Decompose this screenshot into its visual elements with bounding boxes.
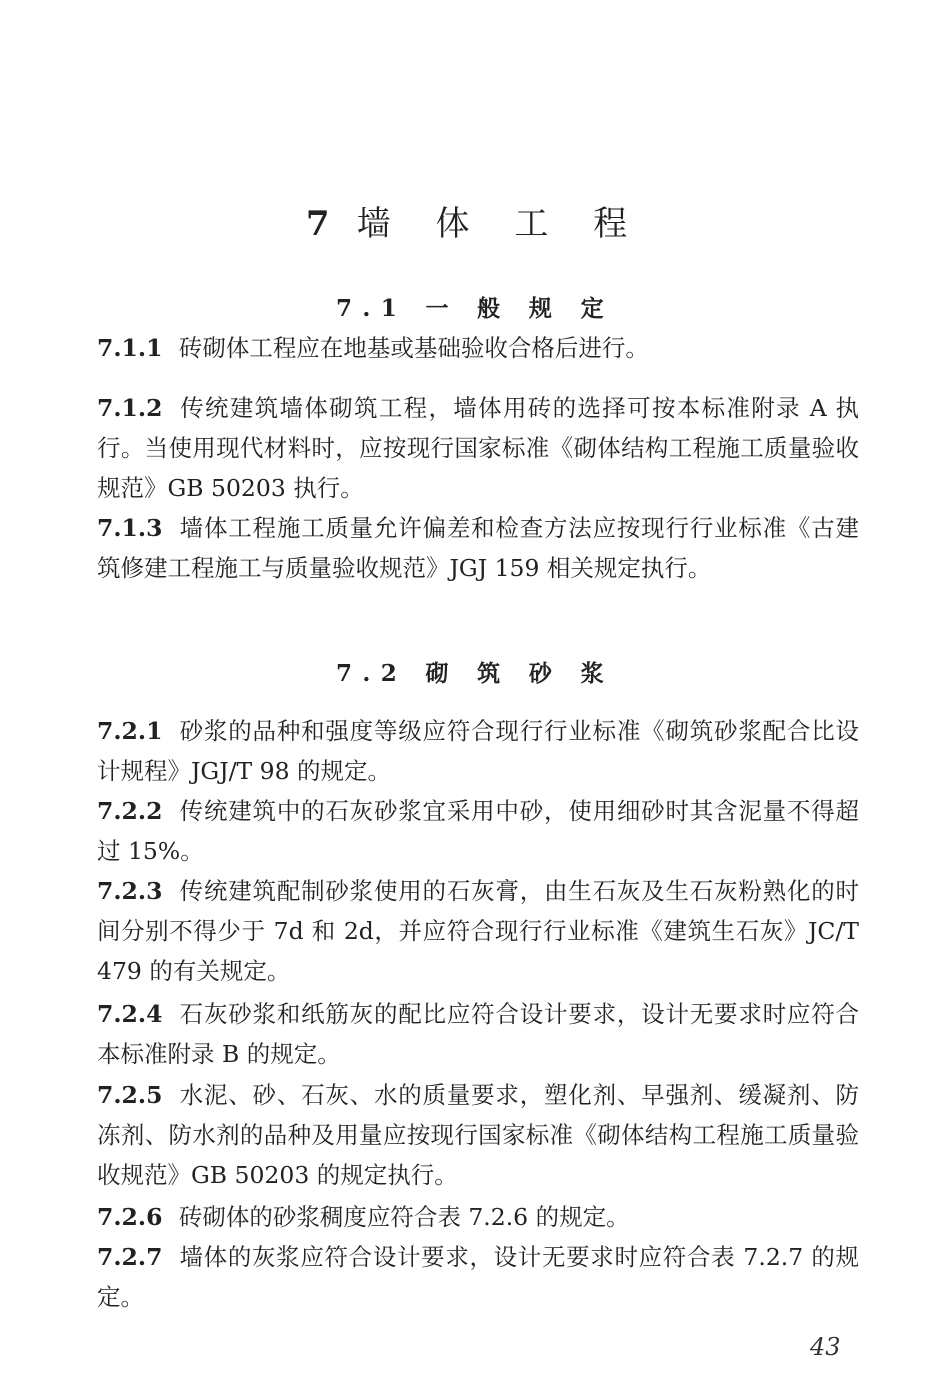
chapter-number: 7 (305, 204, 347, 244)
clause-text: 石灰砂浆和纸筋灰的配比应符合设计要求，设计无要求时应符合本标准附录 B 的规定。 (97, 1000, 859, 1068)
clause-7-1-1 (97, 328, 859, 368)
clause-text: 传统建筑配制砂浆使用的石灰膏，由生石灰及生石灰粉熟化的时间分别不得少于 7d 和 2d，并应符合现行行业标准《建筑生石灰》JC/T 479 的有关规定。 (97, 877, 859, 985)
clause-number: 7.2.5 (97, 1081, 163, 1109)
clause-number: 7.2.2 (97, 797, 163, 825)
section-number: 7.1 (336, 295, 408, 322)
clause-number: 7.1.1 (97, 334, 163, 362)
clause-number: 7.2.1 (97, 717, 163, 745)
clause-7-1-2 (97, 388, 859, 508)
section-number: 7.2 (336, 660, 408, 687)
clause-text: 传统建筑中的石灰砂浆宜采用中砂，使用细砂时其含泥量不得超过 15%。 (97, 797, 859, 865)
clause-7-2-4 (97, 994, 859, 1074)
page-number: 43 (810, 1333, 841, 1361)
section-title-7-2 (0, 655, 950, 688)
clause-number: 7.2.3 (97, 877, 163, 905)
clause-number: 7.1.2 (97, 394, 163, 422)
clause-7-2-5 (97, 1075, 859, 1195)
clause-text: 砂浆的品种和强度等级应符合现行行业标准《砌筑砂浆配合比设计规程》JGJ/T 98 的规定。 (97, 717, 859, 785)
clause-7-2-3 (97, 871, 859, 991)
clause-text: 水泥、砂、石灰、水的质量要求，塑化剂、早强剂、缓凝剂、防冻剂、防水剂的品种及用量应按现行国家标准《砌体结构工程施工质量验收规范》GB 50203 的规定执行。 (97, 1081, 859, 1189)
clause-7-1-3 (97, 508, 859, 588)
clause-text: 砖砌体工程应在地基或基础验收合格后进行。 (178, 334, 649, 362)
clause-number: 7.2.4 (97, 1000, 163, 1028)
clause-7-2-1 (97, 711, 859, 791)
clause-number: 7.1.3 (97, 514, 163, 542)
clause-text: 墙体工程施工质量允许偏差和检查方法应按现行行业标准《古建筑修建工程施工与质量验收规范》JGJ 159 相关规定执行。 (97, 514, 859, 582)
clause-7-2-2 (97, 791, 859, 871)
chapter-title-text: 墙 体 工 程 (356, 204, 645, 244)
clause-text: 传统建筑墙体砌筑工程，墙体用砖的选择可按本标准附录 A 执行。当使用现代材料时，应按现行国家标准《砌体结构工程施工质量验收规范》GB 50203 执行。 (97, 394, 859, 502)
chapter-title (0, 196, 950, 245)
section-title-7-1 (0, 290, 950, 323)
clause-number: 7.2.6 (97, 1203, 163, 1231)
clause-text: 墙体的灰浆应符合设计要求，设计无要求时应符合表 7.2.7 的规定。 (97, 1243, 859, 1311)
section-title-text: 一 般 规 定 (425, 295, 614, 322)
section-title-text: 砌 筑 砂 浆 (425, 660, 614, 687)
clause-text: 砖砌体的砂浆稠度应符合表 7.2.6 的规定。 (178, 1203, 630, 1231)
clause-7-2-7 (97, 1237, 859, 1317)
clause-number: 7.2.7 (97, 1243, 163, 1271)
clause-7-2-6 (97, 1197, 859, 1237)
